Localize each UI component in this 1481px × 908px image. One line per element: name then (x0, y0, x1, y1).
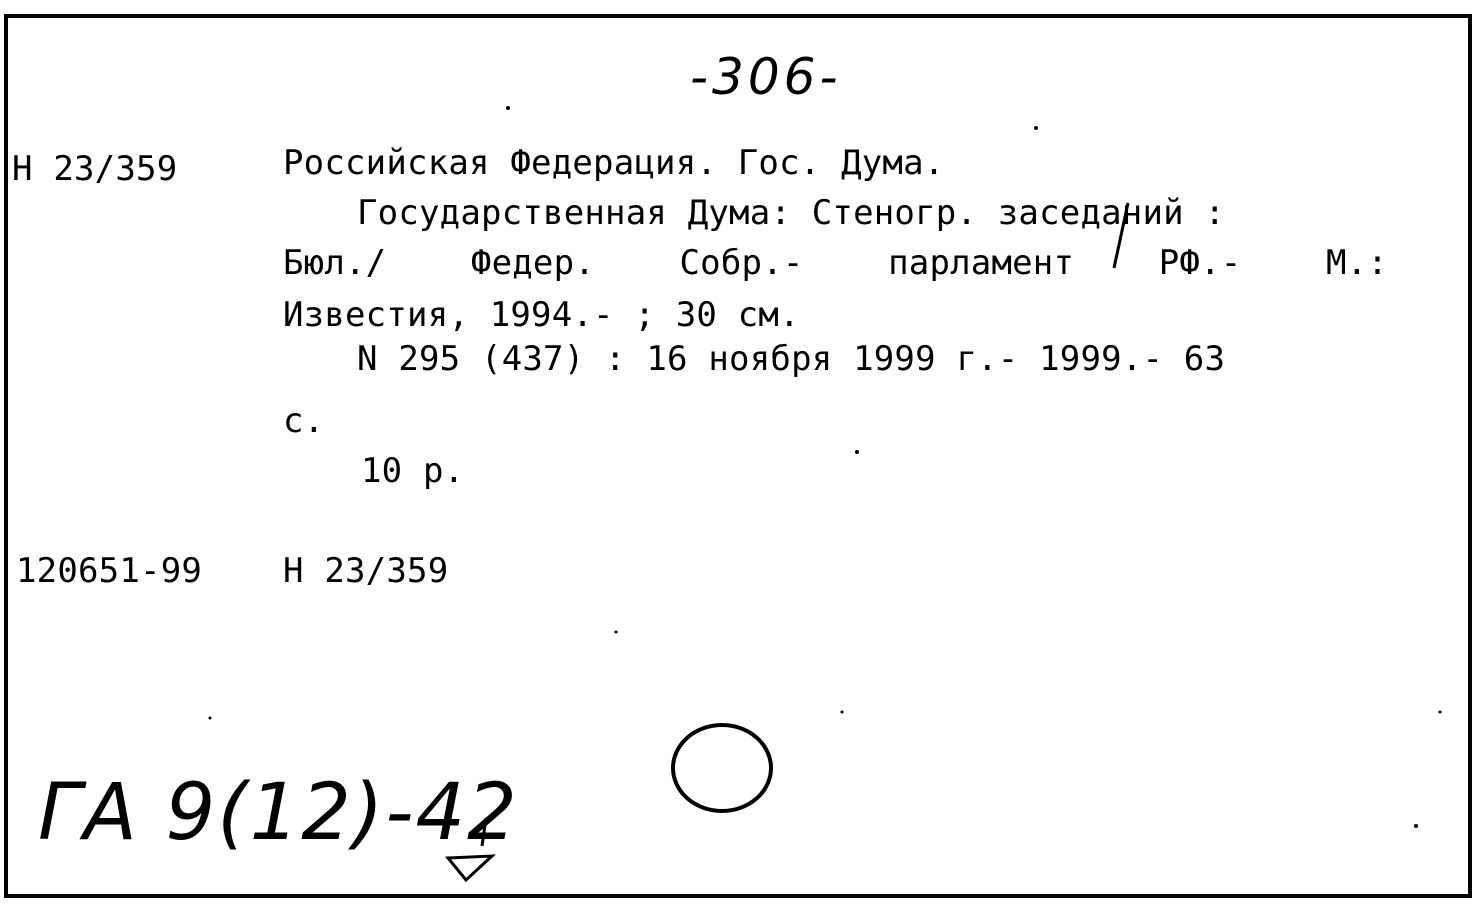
card-heading: Российская Федерация. Гос. Дума. (283, 143, 945, 183)
title-line-2-part: Собр.- (679, 243, 804, 283)
title-line-2 (283, 243, 1388, 283)
title-line-2-part: Федер. (470, 243, 595, 283)
handwritten-sheet-number: -306- (690, 48, 842, 106)
title-line-2-part: М.: (1325, 243, 1388, 283)
title-line-2-part: Бюл./ (283, 243, 387, 283)
price: 10 р. (361, 451, 465, 491)
title-line-3: Известия, 1994.- ; 30 см. (283, 295, 800, 335)
accession-shelf-mark: Н 23/359 (283, 551, 449, 591)
title-line-2-part: РФ.- (1158, 243, 1242, 283)
issue-line-1: N 295 (437) : 16 ноября 1999 г.- 1999.- 63 (357, 339, 1226, 379)
title-line-2-part: парламент (888, 243, 1075, 283)
issue-line-2: с. (283, 401, 325, 441)
handwritten-classification-code: ГА 9(12)-42 (38, 768, 519, 858)
title-line-1: Государственная Дума: Стеногр. заседаний : (357, 193, 1226, 233)
accession-number: 120651-99 (16, 551, 203, 591)
shelf-mark: Н 23/359 (12, 149, 178, 189)
